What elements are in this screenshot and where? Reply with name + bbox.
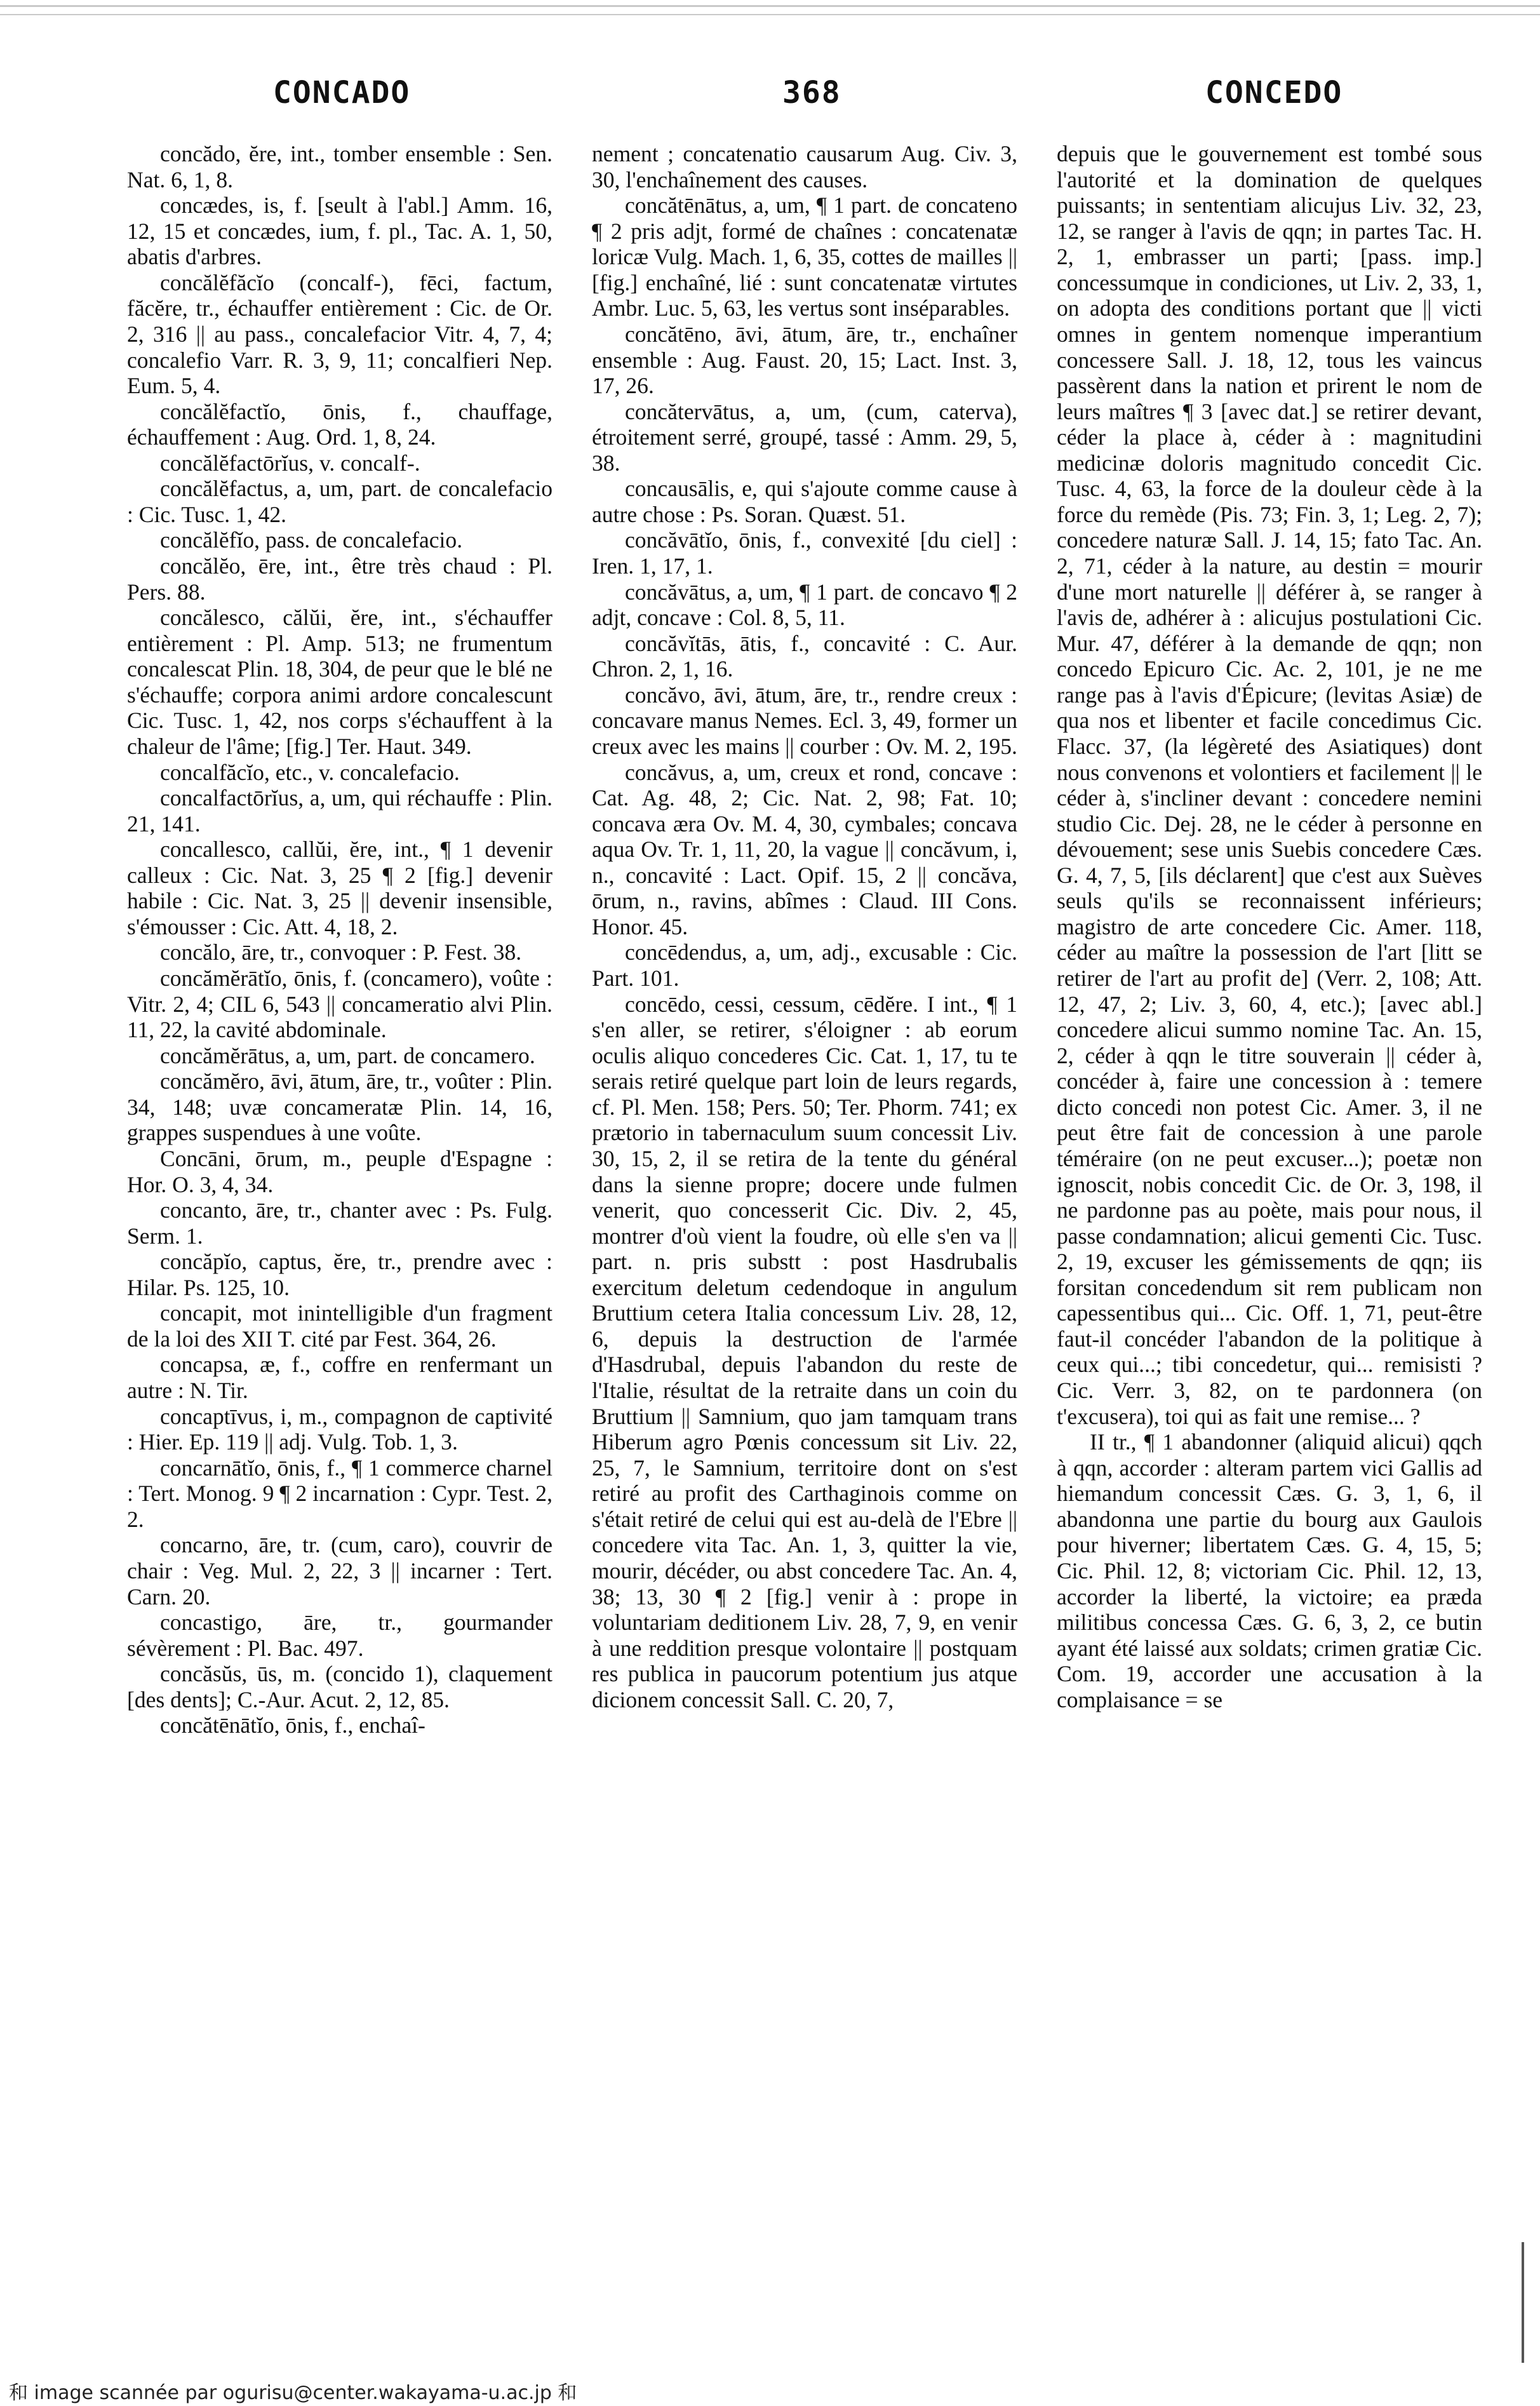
page-number: 368: [782, 75, 841, 111]
dictionary-entry: concanto, āre, tr., chanter avec : Ps. Fulg. Serm. 1.: [127, 1197, 552, 1249]
top-border-rule: [0, 5, 1540, 7]
dictionary-entry: concălesco, călŭi, ĕre, int., s'échauffer entièrement : Pl. Amp. 513; ne frumentum concalescat Plin. 18, 304, de peur que le blé ne s'échauffe; corpora animi ardore concalescunt Cic. Tusc. 1, 42, nos corps s'échauffent à la chaleur de l'âme; [fig.] Ter. Haut. 349.: [127, 605, 552, 759]
margin-mark: [1522, 2242, 1524, 2363]
dictionary-entry: concăpĭo, captus, ĕre, tr., prendre avec : Hilar. Ps. 125, 10.: [127, 1249, 552, 1300]
dictionary-entry: concătēno, āvi, ātum, āre, tr., enchaîner ensemble : Aug. Faust. 20, 15; Lact. Inst. 3, 17, 26.: [592, 321, 1017, 399]
dictionary-entry: concarnātĭo, ōnis, f., ¶ 1 commerce charnel : Tert. Monog. 9 ¶ 2 incarnation : Cypr. Test. 2, 2.: [127, 1455, 552, 1532]
dictionary-entry: concămĕro, āvi, ātum, āre, tr., voûter : Plin. 34, 148; uvæ concameratæ Plin. 14, 16, grappes suspendues à une voûte.: [127, 1068, 552, 1146]
dictionary-entry: concălĕfactōrĭus, v. concalf-.: [160, 450, 420, 476]
dictionary-entry: concătervātus, a, um, (cum, caterva), étroitement serré, groupé, tassé : Amm. 29, 5, 38.: [592, 398, 1017, 476]
dictionary-entry: concălĕfactĭo, ōnis, f., chauffage, échauffement : Aug. Ord. 1, 8, 24.: [127, 398, 552, 450]
dictionary-entry: concălĕfĭo, pass. de concalefacio.: [160, 527, 463, 553]
dictionary-entry: concămĕrātus, a, um, part. de concamero.: [160, 1042, 535, 1068]
dictionary-entry: concăvātĭo, ōnis, f., convexité [du ciel] : Iren. 1, 17, 1.: [592, 527, 1017, 579]
dictionary-entry: concastigo, āre, tr., gourmander sévèrement : Pl. Bac. 497.: [127, 1610, 552, 1661]
scan-credit-footer: 和 image scannée par ogurisu@center.wakayama-u.ac.jp 和: [9, 2382, 577, 2404]
dictionary-entry: concausālis, e, qui s'ajoute comme cause à autre chose : Ps. Soran. Quæst. 51.: [592, 476, 1017, 527]
dictionary-entry: concăvātus, a, um, ¶ 1 part. de concavo ¶ 2 adjt, concave : Col. 8, 5, 11.: [592, 579, 1017, 631]
dictionary-entry: concăvus, a, um, creux et rond, concave : Cat. Ag. 48, 2; Cic. Nat. 2, 98; Fat. 10; concava æra Ov. M. 4, 30, cymbales; concava aqua Ov. Tr. 1, 11, 20, la vague || concăvum, i, n., concavité : Lact. Opif. 15, 2 || concăva, ōrum, n., ravins, abîmes : Claud. III Cons. Honor. 45.: [592, 759, 1017, 939]
dictionary-entry: Concāni, ōrum, m., peuple d'Espagne : Hor. O. 3, 4, 34.: [127, 1145, 552, 1197]
dictionary-entry: concălo, āre, tr., convoquer : P. Fest. 38.: [160, 939, 522, 965]
dictionary-column-2: [592, 141, 1017, 2345]
left-running-head: CONCADO: [273, 75, 411, 111]
dictionary-entry: concædes, is, f. [seult à l'abl.] Amm. 16, 12, 15 et concædes, ium, f. pl., Tac. A. 1, 50, abatis d'arbres.: [127, 192, 552, 270]
dictionary-entry: nement ; concatenatio causarum Aug. Civ. 3, 30, l'enchaînement des causes.: [592, 141, 1017, 192]
dictionary-entry: concēdendus, a, um, adj., excusable : Cic. Part. 101.: [592, 939, 1017, 991]
dictionary-entry: concallesco, callŭi, ĕre, int., ¶ 1 devenir calleux : Cic. Nat. 3, 25 ¶ 2 [fig.] devenir habile : Cic. Nat. 3, 25 || devenir insensible, s'émousser : Cic. Att. 4, 18, 2.: [127, 837, 552, 939]
dictionary-entry: concalfactōrĭus, a, um, qui réchauffe : Plin. 21, 141.: [127, 785, 552, 837]
dictionary-entry: concarno, āre, tr. (cum, caro), couvrir de chair : Veg. Mul. 2, 22, 3 || incarner : Tert. Carn. 20.: [127, 1532, 552, 1610]
dictionary-entry: concalfăcĭo, etc., v. concalefacio.: [160, 759, 460, 785]
dictionary-entry: concălĕo, ēre, int., être très chaud : Pl. Pers. 88.: [127, 553, 552, 605]
dictionary-entry: concăvĭtās, ātis, f., concavité : C. Aur. Chron. 2, 1, 16.: [592, 630, 1017, 682]
dictionary-entry: concapsa, æ, f., coffre en renfermant un autre : N. Tir.: [127, 1352, 552, 1403]
right-running-head: CONCEDO: [1205, 75, 1343, 111]
dictionary-column-1: [127, 141, 552, 2345]
dictionary-entry: concăsŭs, ūs, m. (concido 1), claquement [des dents]; C.-Aur. Acut. 2, 12, 85.: [127, 1661, 552, 1712]
dictionary-entry: concălĕfăcĭo (concalf-), fēci, factum, făcĕre, tr., échauffer entièrement : Cic. de Or. 2, 316 || au pass., concalefacior Vitr. 4, 7, 4; concalefio Varr. R. 3, 9, 11; concalfieri Nep. Eum. 5, 4.: [127, 269, 552, 399]
dictionary-entry: II tr., ¶ 1 abandonner (aliquid alicui) qqch à qqn, accorder : alteram partem vici Gallis ad hiemandum concessit Cæs. G. 3, 1, 6, il abandonna une partie du bourg aux Gaulois pour hiverner; libertatem Cæs. G. 4, 15, 5; Cic. Phil. 12, 8; victoriam Cic. Phil. 12, 13, accorder la liberté, la victoire; ea præda militibus concessa Cæs. G. 6, 3, 2, ce butin ayant été laissé aux soldats; crimen gratiæ Cic. Com. 19, accorder une accusation à la complaisance = se: [1057, 1429, 1482, 1712]
dictionary-entry: concaptīvus, i, m., compagnon de captivité : Hier. Ep. 119 || adj. Vulg. Tob. 1, 3.: [127, 1403, 552, 1455]
dictionary-entry: concapit, mot inintelligible d'un fragment de la loi des XII T. cité par Fest. 364, 26.: [127, 1300, 552, 1352]
dictionary-entry: concămĕrātĭo, ōnis, f. (concamero), voûte : Vitr. 2, 4; CIL 6, 543 || concameratio alvi Plin. 11, 22, la cavité abdominale.: [127, 965, 552, 1043]
dictionary-entry: concăvo, āvi, ātum, āre, tr., rendre creux : concavare manus Nemes. Ecl. 3, 49, former un creux avec les mains || courber : Ov. M. 2, 195.: [592, 682, 1017, 759]
dictionary-column-3: [1057, 141, 1482, 2345]
dictionary-entry: concălĕfactus, a, um, part. de concalefacio : Cic. Tusc. 1, 42.: [127, 476, 552, 527]
dictionary-entry: concădo, ĕre, int., tomber ensemble : Sen. Nat. 6, 1, 8.: [127, 141, 552, 192]
dictionary-entry: concătēnātus, a, um, ¶ 1 part. de concateno ¶ 2 pris adjt, formé de chaînes : concatenatæ loricæ Vulg. Mach. 1, 6, 35, cottes de mailles || [fig.] enchaîné, lié : sunt concatenatæ virtutes Ambr. Luc. 5, 63, les vertus sont inséparables.: [592, 192, 1017, 321]
top-border-rule-secondary: [0, 14, 1540, 15]
dictionary-entry: concătēnātĭo, ōnis, f., enchaî-: [160, 1712, 425, 1738]
page-header: [0, 75, 1540, 126]
dictionary-entry: concēdo, cessi, cessum, cēdĕre. I int., ¶ 1 s'en aller, se retirer, s'éloigner : ab eorum oculis aliquo concederes Cic. Cat. 1, 17, tu te serais retiré quelque part loin de leurs regards, cf. Pl. Men. 158; Pers. 50; Ter. Phorm. 741; ex prætorio in tabernaculum suum concessit Liv. 30, 15, 2, il se retira de la tente du général dans la sienne propre; docere unde fulmen venerit, quo concesserit Cic. Div. 2, 45, montrer d'où vient la foudre, où elle s'en va || part. n. pris substt : post Hasdrubalis exercitum deletum cedendoque in angulum Bruttium cetera Italia concessum Liv. 28, 12, 6, depuis la destruction de l'armée d'Hasdrubal, depuis l'abandon du reste de l'Italie, résultat de la retraite dans un coin du Bruttium || Samnium, quo jam tamquam trans Hiberum agro Pœnis concessum sit Liv. 22, 25, 7, le Samnium, territoire dont on s'est retiré au profit des Carthaginois comme on s'était retiré de celui qui est au-delà de l'Ebre || concedere vita Tac. An. 1, 3, quitter la vie, mourir, décéder, ou abst concedere Tac. An. 4, 38; 13, 30 ¶ 2 [fig.] venir à : prope in voluntariam deditionem Liv. 28, 7, 9, en venir à une reddition presque volontaire || postquam res publica in paucorum potentium jus atque dicionem concessit Sall. C. 20, 7,: [592, 991, 1017, 1712]
dictionary-entry: depuis que le gouvernement est tombé sous l'autorité et la domination de quelques puissants; in sententiam alicujus Liv. 32, 23, 12, se ranger à l'avis de qqn; in partes Tac. H. 2, 1, embrasser un parti; [pass. imp.] concessumque in condiciones, ut Liv. 2, 33, 1, on adopta des conditions portant que || victi omnes in gentem nomenque imperantium concessere Sall. J. 18, 12, tous les vaincus passèrent dans la nation et prirent le nom de leurs maîtres ¶ 3 [avec dat.] se retirer devant, céder la place à, céder à : magnitudini medicinæ doloris magnitudo concedit Cic. Tusc. 4, 63, la force de la douleur cède à la force du remède (Pis. 73; Fin. 3, 1; Leg. 2, 7); concedere naturæ Sall. J. 14, 15; fato Tac. An. 2, 71, céder à la nature, au destin = mourir d'une mort naturelle || déférer à, se ranger à l'avis de, adhérer à : alicujus postulationi Cic. Mur. 47, déférer à la demande de qqn; non concedo Epicuro Cic. Ac. 2, 101, je ne me range pas à l'avis d'Épicure; (levitas Asiæ) de qua nos et libenter et facile concedimus Cic. Flacc. 37, (la légèreté des Asiatiques) dont nous convenons et volontiers et facilement || le céder à, s'incliner devant : concedere nemini studio Cic. Dej. 28, ne le céder à personne en dévouement; sese unis Suebis concedere Cæs. G. 4, 7, 5, [ils déclarent] que c'est aux Suèves seuls qu'ils se reconnaissent inférieurs; magistro de arte concedere Cic. Amer. 118, céder au maître la possession de l'art [litt se retirer de l'art au profit de] (Verr. 2, 108; Att. 12, 47, 2; Liv. 3, 60, 4, etc.); [avec abl.] concedere alicui summo nomine Tac. An. 15, 2, céder à qqn le titre souverain || céder à, concéder à, faire une concession à : temere dicto concedi non potest Cic. Amer. 3, il ne peut être fait de concession à une parole téméraire (on ne peut excuser...); poetæ non ignoscit, nobis concedit Cic. de Or. 3, 198, il ne pardonne pas au poète, mais pour nous, il passe condamnation; alicui gementi Cic. Tusc. 2, 19, excuser les gémissements de qqn; iis forsitan concedendum sit rem publicam non capessentibus qui... Cic. Off. 1, 71, peut-être faut-il concéder l'abandon de la politique à ceux qui...; tibi concedetur, qui... remisisti ? Cic. Verr. 3, 82, on te pardonnera (on t'excusera), toi qui as fait une remise... ?: [1057, 141, 1482, 1429]
